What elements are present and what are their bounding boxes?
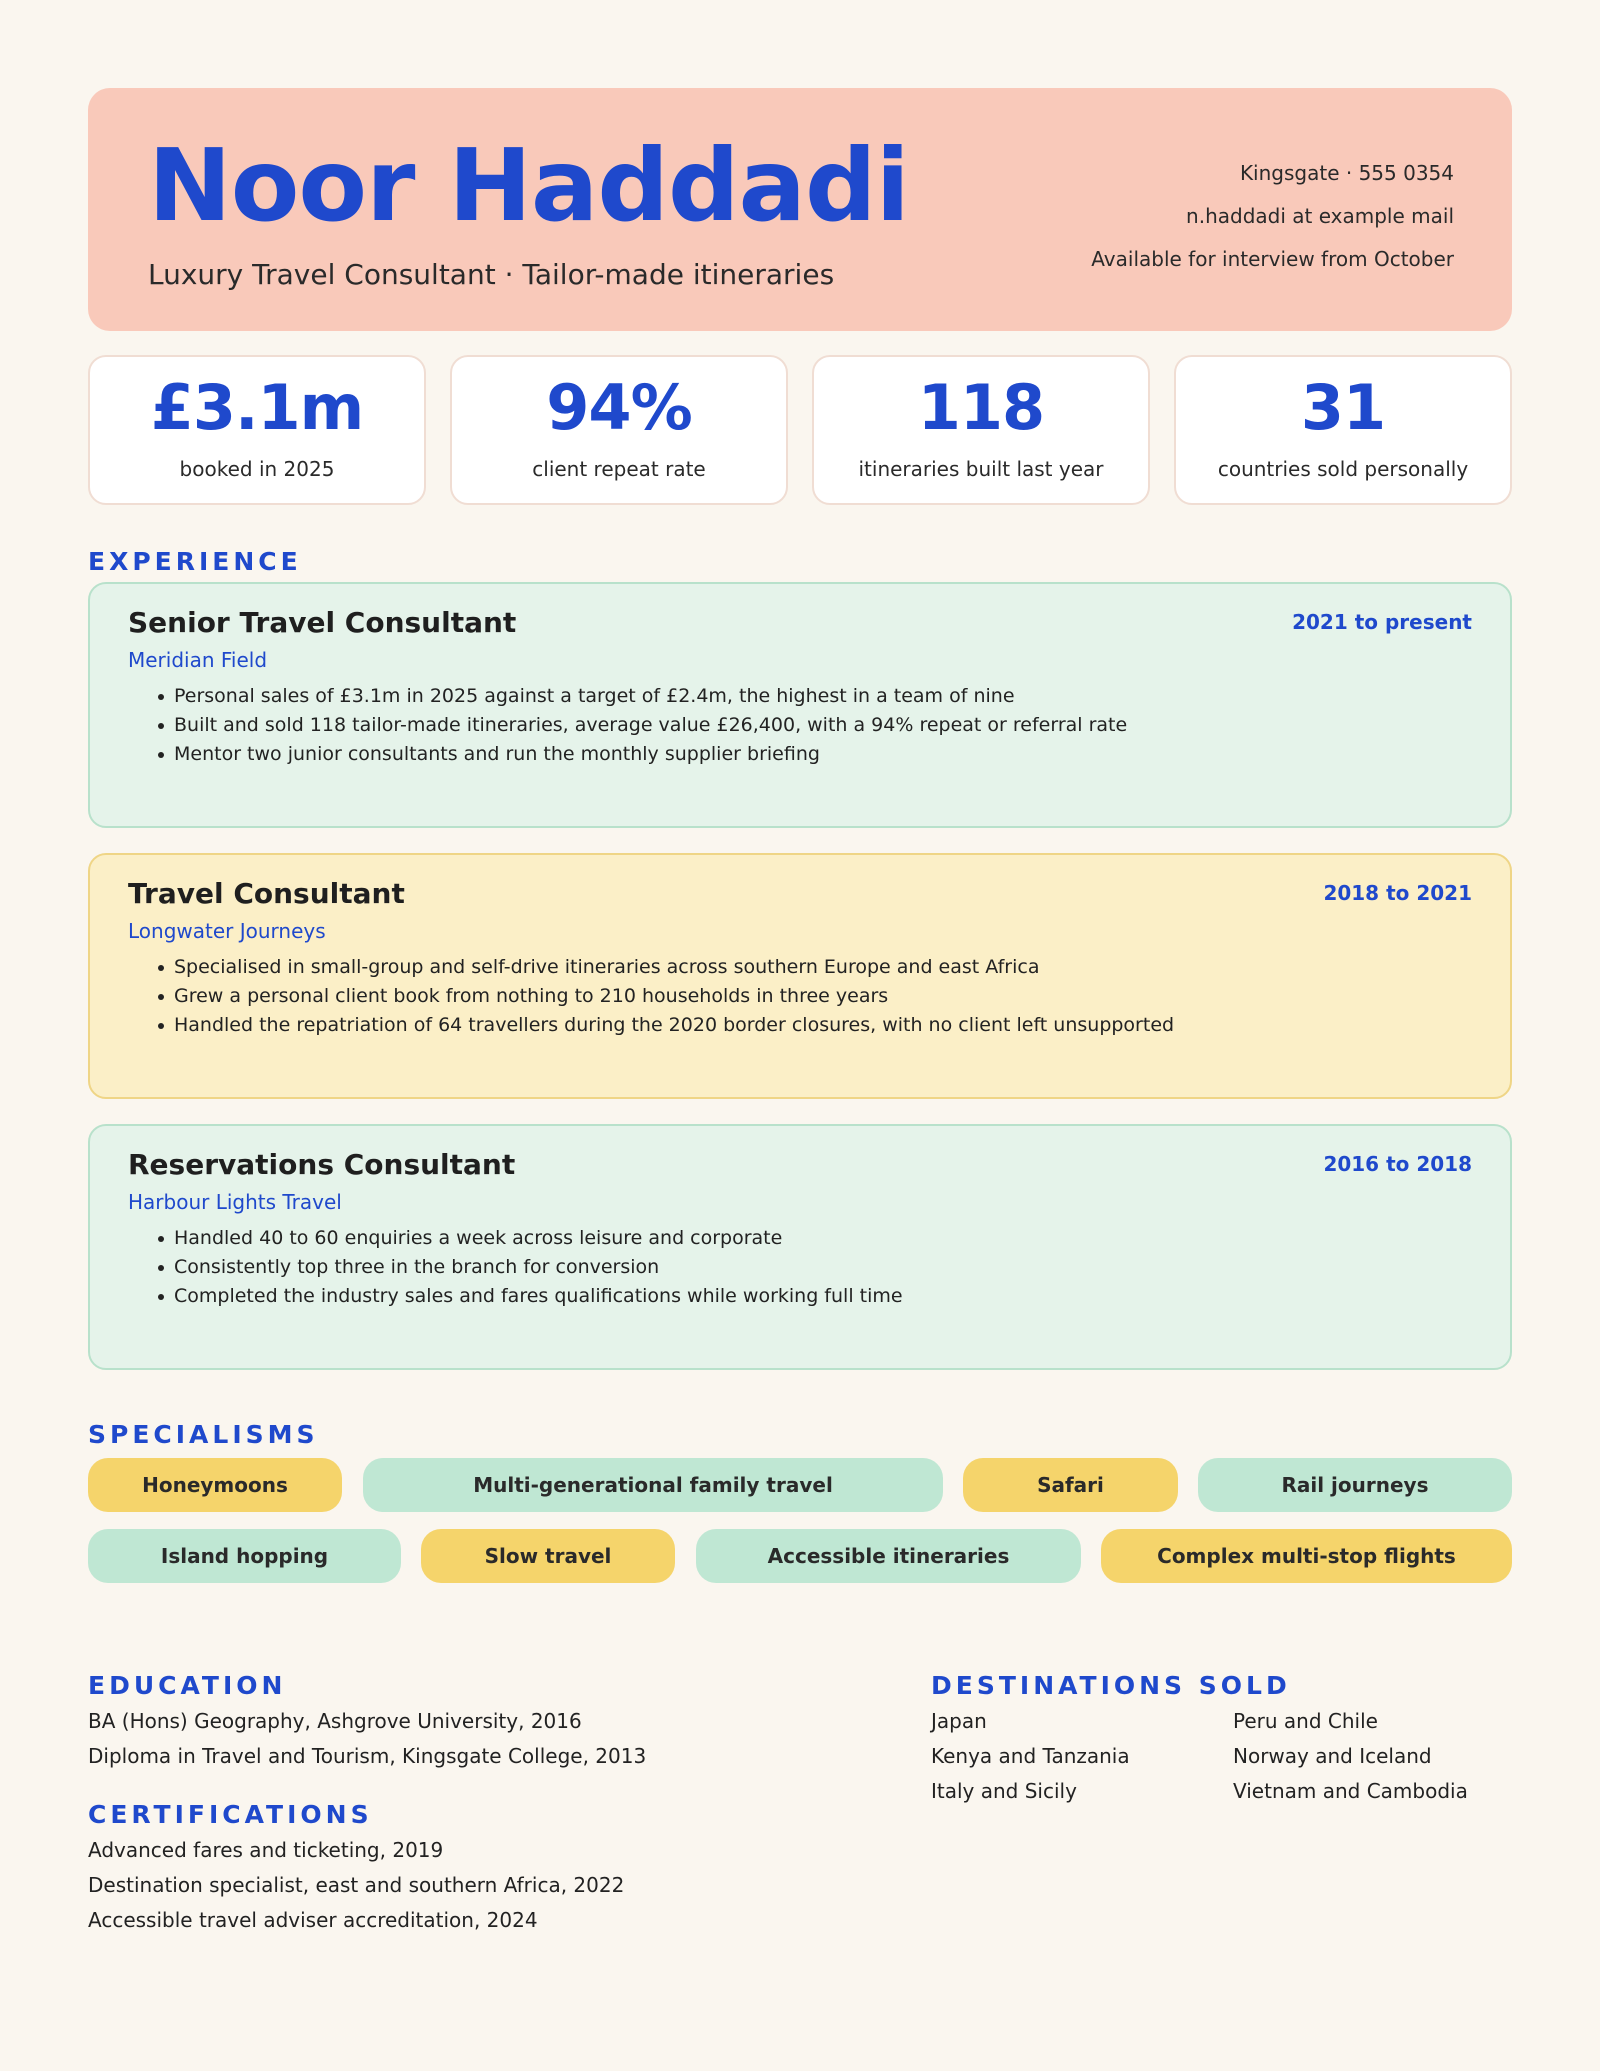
destination-item: Peru and Chile xyxy=(1233,1709,1378,1733)
certifications-list xyxy=(88,1833,624,1938)
candidate-name: Noor Haddadi xyxy=(148,127,909,244)
job-bullets xyxy=(128,953,1472,1040)
experience-heading: EXPERIENCE xyxy=(88,547,302,576)
stats-row xyxy=(88,355,1512,505)
specialism-chip: Safari xyxy=(963,1458,1178,1512)
destination-item: Kenya and Tanzania xyxy=(931,1744,1130,1768)
specialism-chip: Multi-generational family travel xyxy=(363,1458,943,1512)
job-bullet: Completed the industry sales and fares qualifications while working full time xyxy=(128,1282,1472,1311)
header-banner xyxy=(88,88,1512,331)
specialism-chip: Slow travel xyxy=(421,1529,675,1583)
stat-value: 31 xyxy=(1300,371,1386,444)
specialisms-heading: SPECIALISMS xyxy=(88,1420,319,1449)
contact-location-phone: Kingsgate · 555 0354 xyxy=(1239,161,1454,185)
job-dates: 2018 to 2021 xyxy=(1323,881,1472,905)
stat-label: client repeat rate xyxy=(532,457,706,481)
stat-card xyxy=(450,355,788,505)
job-bullet: Consistently top three in the branch for conversion xyxy=(128,1253,1472,1282)
stat-label: booked in 2025 xyxy=(179,457,335,481)
job-title: Travel Consultant xyxy=(128,877,405,910)
specialism-chip: Complex multi-stop flights xyxy=(1101,1529,1512,1583)
destinations-column-left xyxy=(931,1704,1130,1809)
stat-value: £3.1m xyxy=(150,371,364,444)
destination-item: Vietnam and Cambodia xyxy=(1233,1779,1468,1803)
specialism-chip: Rail journeys xyxy=(1198,1458,1512,1512)
destination-item: Japan xyxy=(931,1709,987,1733)
job-bullet: Mentor two junior consultants and run the monthly supplier briefing xyxy=(128,740,1472,769)
stat-card xyxy=(812,355,1150,505)
job-bullet: Built and sold 118 tailor-made itineraries, average value £26,400, with a 94% repeat or referral rate xyxy=(128,711,1472,740)
contact-email: n.haddadi at example mail xyxy=(1186,204,1454,228)
candidate-tagline: Luxury Travel Consultant · Tailor-made itineraries xyxy=(148,258,835,291)
job-dates: 2016 to 2018 xyxy=(1323,1152,1472,1176)
certifications-heading: CERTIFICATIONS xyxy=(88,1800,373,1829)
destination-item: Italy and Sicily xyxy=(931,1779,1077,1803)
certification-item: Accessible travel adviser accreditation, 2024 xyxy=(88,1908,538,1932)
specialism-chip: Accessible itineraries xyxy=(696,1529,1081,1583)
job-card xyxy=(88,1124,1512,1370)
destination-item: Norway and Iceland xyxy=(1233,1744,1432,1768)
job-company: Longwater Journeys xyxy=(128,919,326,943)
stat-label: countries sold personally xyxy=(1217,457,1469,481)
destinations-heading: DESTINATIONS SOLD xyxy=(931,1671,1291,1700)
stat-card xyxy=(88,355,426,505)
stat-value: 94% xyxy=(546,371,692,444)
job-bullet: Handled the repatriation of 64 travellers during the 2020 border closures, with no client left unsupported xyxy=(128,1011,1472,1040)
contact-availability: Available for interview from October xyxy=(1091,247,1454,271)
job-bullet: Grew a personal client book from nothing to 210 households in three years xyxy=(128,982,1472,1011)
resume-page xyxy=(88,88,1512,1932)
education-list xyxy=(88,1704,646,1774)
job-bullet: Personal sales of £3.1m in 2025 against a target of £2.4m, the highest in a team of nine xyxy=(128,682,1472,711)
certification-item: Destination specialist, east and southern Africa, 2022 xyxy=(88,1873,625,1897)
job-card xyxy=(88,582,1512,828)
job-dates: 2021 to present xyxy=(1292,610,1472,634)
job-company: Meridian Field xyxy=(128,648,268,672)
job-bullets xyxy=(128,682,1472,769)
stat-label: itineraries built last year xyxy=(858,457,1104,481)
stat-value: 118 xyxy=(917,371,1045,444)
education-item: BA (Hons) Geography, Ashgrove University, 2016 xyxy=(88,1709,582,1733)
destinations-column-right xyxy=(1233,1704,1468,1809)
certification-item: Advanced fares and ticketing, 2019 xyxy=(88,1838,444,1862)
job-title: Reservations Consultant xyxy=(128,1148,516,1181)
job-card xyxy=(88,853,1512,1099)
job-bullet: Specialised in small-group and self-drive itineraries across southern Europe and east Africa xyxy=(128,953,1472,982)
job-title: Senior Travel Consultant xyxy=(128,606,517,639)
job-bullets xyxy=(128,1224,1472,1311)
contact-block xyxy=(1091,152,1454,281)
job-bullet: Handled 40 to 60 enquiries a week across leisure and corporate xyxy=(128,1224,1472,1253)
specialism-chip: Island hopping xyxy=(88,1529,401,1583)
education-heading: EDUCATION xyxy=(88,1671,287,1700)
stat-card xyxy=(1174,355,1512,505)
education-item: Diploma in Travel and Tourism, Kingsgate College, 2013 xyxy=(88,1744,647,1768)
specialism-chip: Honeymoons xyxy=(88,1458,342,1512)
job-company: Harbour Lights Travel xyxy=(128,1190,342,1214)
